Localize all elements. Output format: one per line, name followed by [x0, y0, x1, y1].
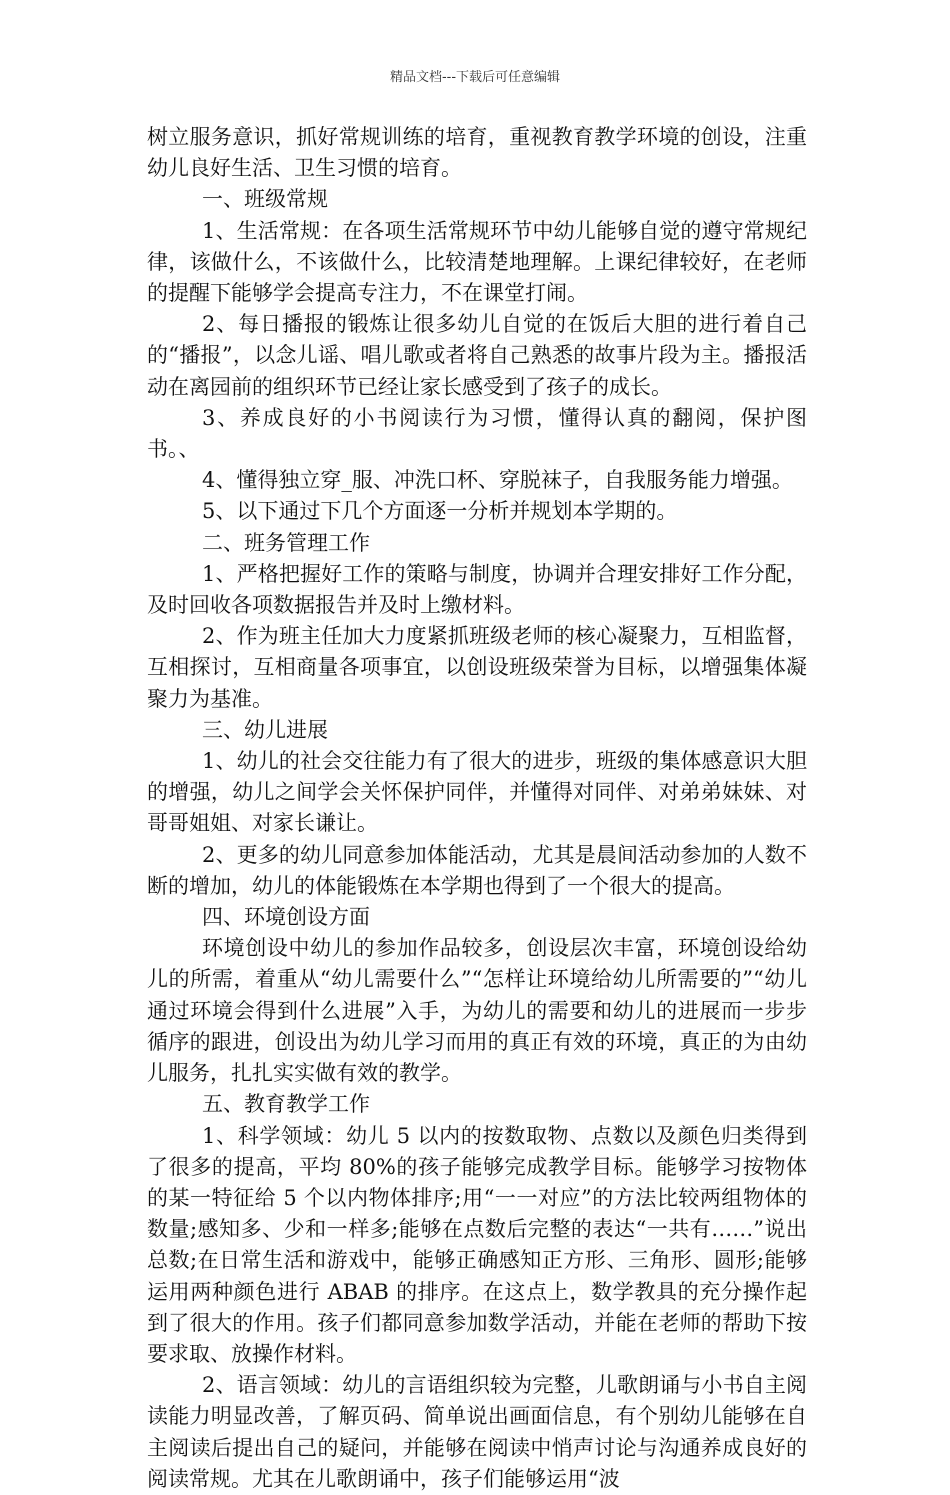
paragraph: 1、科学领域：幼儿 5 以内的按数取物、点数以及颜色归类得到了很多的提高，平均 80%的孩子能够完成教学目标。能够学习按物体的某一特征给 5 个以内物体排序;用“一一对应”的方法比较两组物体的数量;感知多、少和一样多;能够在点数后完整的表达“一共有……”说出总数;在日常生活和游戏中，能够正确感知正方形、三角形、圆形;能够运用两种颜色进行 ABAB 的排序。在这点上，数学教具的充分操作起到了很大的作用。孩子们都同意参加数学活动，并能在老师的帮助下按要求取、放操作材料。	[147, 1123, 807, 1366]
paragraph: 树立服务意识，抓好常规训练的培育，重视教育教学环境的创设，注重幼儿良好生活、卫生习惯的培育。	[147, 125, 807, 181]
paragraph: 3、养成良好的小书阅读行为习惯，懂得认真的翻阅，保护图书。、	[147, 405, 807, 462]
paragraph: 2、作为班主任加大力度紧抓班级老师的核心凝聚力，互相监督，互相探讨，互相商量各项事宜，以创设班级荣誉为目标，以增强集体凝聚力为基准。	[147, 624, 807, 711]
paragraph: 1、生活常规：在各项生活常规环节中幼儿能够自觉的遵守常规纪律，该做什么，不该做什么，比较清楚地理解。上课纪律较好，在老师的提醒下能够学会提高专注力，不在课堂打闹。	[147, 218, 807, 306]
paragraph: 5、以下通过下几个方面逐一分析并规划本学期的。	[202, 499, 678, 524]
page-header: 精品文档---下载后可任意编辑	[389, 70, 561, 85]
paragraph: 2、更多的幼儿同意参加体能活动，尤其是晨间活动参加的人数不断的增加，幼儿的体能锻炼在本学期也得到了一个很大的提高。	[147, 842, 807, 898]
section-heading: 五、教育教学工作	[202, 1092, 370, 1117]
section-heading: 四、环境创设方面	[202, 905, 370, 930]
section-heading: 一、班级常规	[202, 187, 328, 212]
paragraph: 2、语言领域：幼儿的言语组织较为完整，儿歌朗诵与小书自主阅读能力明显改善，了解页码、简单说出画面信息，有个别幼儿能够在自主阅读后提出自己的疑问，并能够在阅读中悄声讨论与沟通养成良好的阅读常规。尤其在儿歌朗诵中，孩子们能够运用“波	[147, 1373, 807, 1491]
section-heading: 三、幼儿进展	[202, 717, 328, 742]
section-heading: 二、班务管理工作	[202, 530, 370, 555]
paragraph: 4、懂得独立穿_服、冲洗口杯、穿脱袜子，自我服务能力增强。	[202, 468, 793, 493]
document-body	[147, 122, 807, 1495]
paragraph: 2、每日播报的锻炼让很多幼儿自觉的在饭后大胆的进行着自己的“播报”，以念儿谣、唱儿歌或者将自己熟悉的故事片段为主。播报活动在离园前的组织环节已经让家长感受到了孩子的成长。	[147, 312, 807, 399]
paragraph: 环境创设中幼儿的参加作品较多，创设层次丰富，环境创设给幼儿的所需，着重从“幼儿需要什么”“怎样让环境给幼儿所需要的”“幼儿通过环境会得到什么进展”入手，为幼儿的需要和幼儿的进展而一步步循序的跟进，创设出为幼儿学习而用的真正有效的环境，真正的为由幼儿服务，扎扎实实做有效的教学。	[147, 936, 807, 1086]
paragraph: 1、幼儿的社会交往能力有了很大的进步，班级的集体感意识大胆的增强，幼儿之间学会关怀保护同伴，并懂得对同伴、对弟弟妹妹、对哥哥姐姐、对家长谦让。	[147, 749, 807, 836]
paragraph: 1、严格把握好工作的策略与制度，协调并合理安排好工作分配，及时回收各项数据报告并及时上缴材料。	[147, 561, 807, 618]
